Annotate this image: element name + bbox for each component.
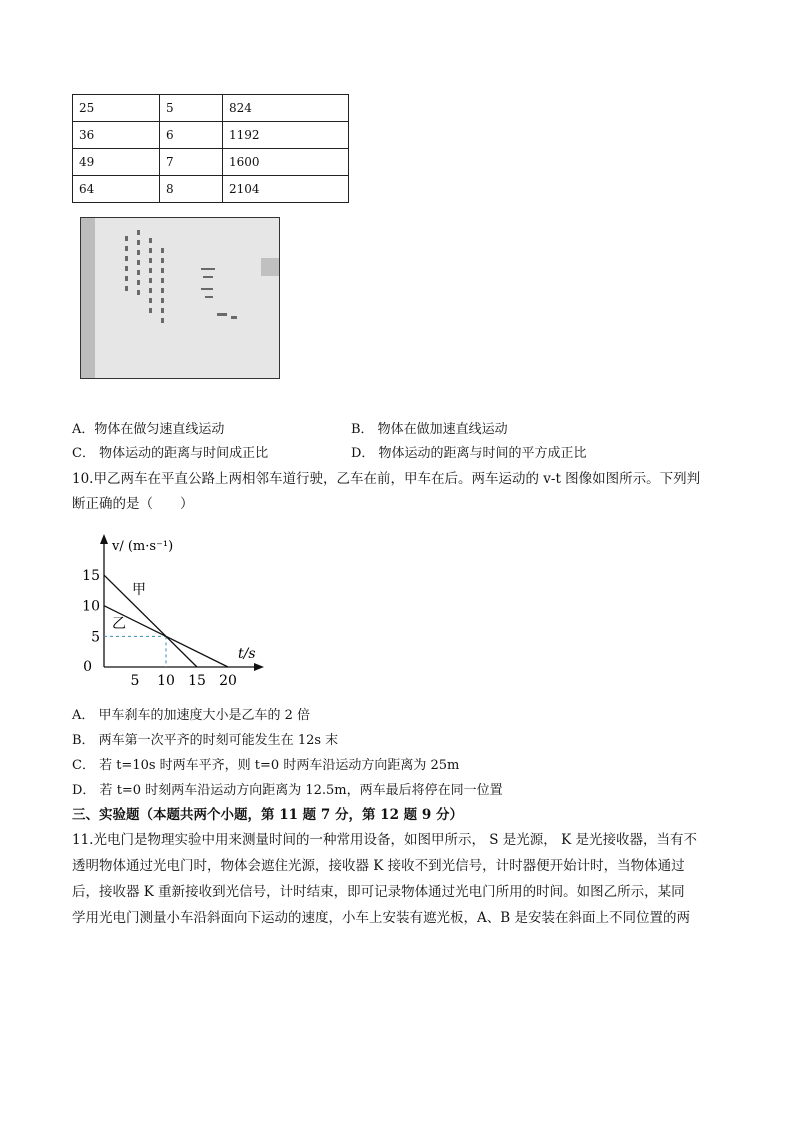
q9-option-d: D． 物体运动的距离与时间的平方成正比 [351,446,587,461]
q11-line: 学用光电门测量小车沿斜面向下运动的速度，小车上安装有遮光板，A、B 是安装在斜面上不同位置的两 [72,910,690,926]
q10-option-c: C． 若 t=10s 时两车平齐，则 t=0 时两车沿运动方向距离为 25m [72,758,460,773]
tick-labels [82,568,237,689]
scanned-document-photo [80,217,280,379]
y-tick-label: 15 [82,568,100,585]
q10-stem-line1: 10.甲乙两车在平直公路上两相邻车道行驶，乙车在前，甲车在后。两车运动的 v-t 图像如图所示。下列判 [72,471,701,487]
table-cell: 5 [160,95,223,122]
origin-tick-label: 0 [83,659,92,675]
table-row [73,176,349,203]
y-axis-label: v/ (m·s⁻¹) [112,539,174,554]
table-cell: 7 [160,149,223,176]
q11-line: 后，接收器 K 重新接收到光信号，计时结束，即可记录物体通过光电门所用的时间。如图乙所示，某同 [72,884,685,900]
table-row [73,122,349,149]
scanned-document-texture [81,218,279,378]
data-table [72,94,349,203]
table-cell: 2104 [223,176,349,203]
q10-stem-line2: 断正确的是（ ） [72,496,194,512]
q11-line: 11.光电门是物理实验中用来测量时间的一种常用设备，如图甲所示， S 是光源， K 是光接收器，当有不 [72,832,697,848]
x-axis-arrow-icon [254,663,264,671]
x-axis-label: t/s [238,646,256,662]
x-tick-label: 15 [188,673,206,689]
table-cell: 6 [160,122,223,149]
x-tick-label: 10 [157,673,175,689]
line-b-label: 乙 [112,616,126,632]
table-cell: 49 [73,149,160,176]
q9-option-c: C． 物体运动的距离与时间成正比 [72,446,269,461]
table-cell: 1600 [223,149,349,176]
q10-option-b: B． 两车第一次平齐的时刻可能发生在 12s 末 [72,733,339,748]
table-cell: 1192 [223,122,349,149]
table-cell: 64 [73,176,160,203]
x-tick-label: 5 [130,673,140,689]
table-cell: 824 [223,95,349,122]
guide-lines [104,636,166,667]
x-tick-label: 20 [219,673,237,689]
y-tick-label: 10 [82,598,100,615]
vt-graph [72,530,272,690]
section-header: 三、实验题（本题共两个小题，第 11 题 7 分，第 12 题 9 分） [72,807,463,823]
table-row [73,95,349,122]
q10-option-a: A． 甲车刹车的加速度大小是乙车的 2 倍 [72,708,311,723]
table-cell: 25 [73,95,160,122]
q11-line: 透明物体通过光电门时，物体会遮住光源，接收器 K 接收不到光信号，计时器便开始计时，当物体通过 [72,858,685,874]
y-axis-arrow-icon [100,534,108,544]
line-a-label: 甲 [132,582,146,598]
table-cell: 36 [73,122,160,149]
q9-option-a: A．物体在做匀速直线运动 [72,422,225,437]
table-cell: 8 [160,176,223,203]
q10-option-d: D． 若 t=0 时刻两车沿运动方向距离为 12.5m，两车最后将停在同一位置 [72,783,503,798]
table-row [73,149,349,176]
y-tick-label: 5 [91,629,100,646]
q9-option-b: B． 物体在做加速直线运动 [351,422,508,437]
